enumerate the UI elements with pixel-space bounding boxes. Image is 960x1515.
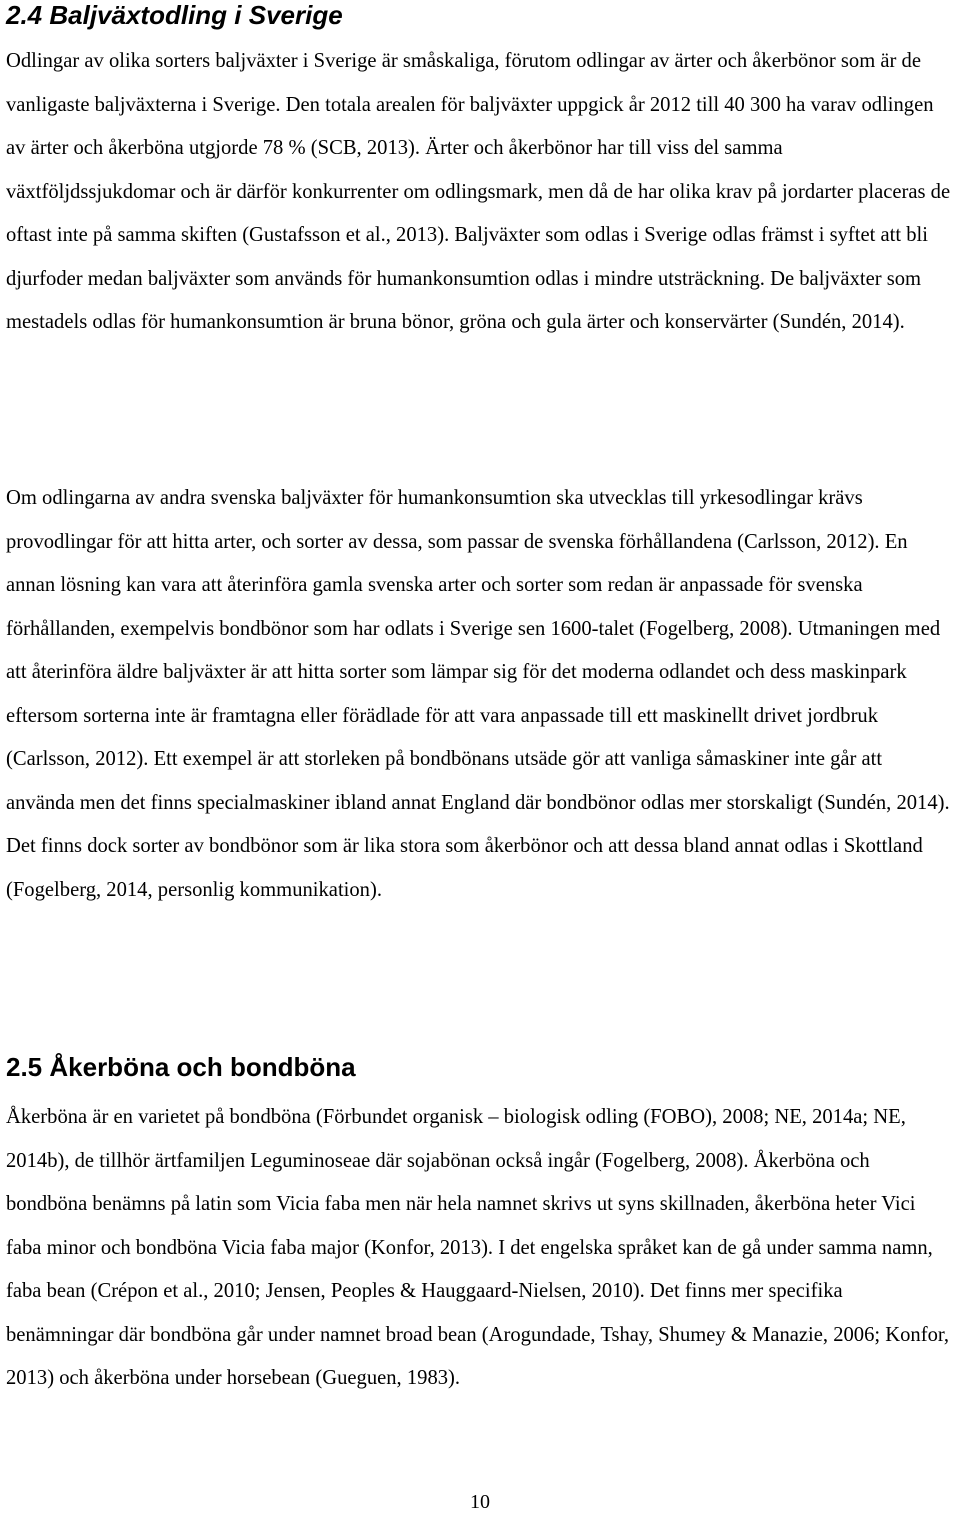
section-heading-2-4: 2.4 Baljväxtodling i Sverige	[6, 0, 343, 30]
section-heading-2-5: 2.5 Åkerböna och bondböna	[6, 1052, 356, 1082]
paragraph-cultivation-overview: Odlingar av olika sorters baljväxter i Sverige är småskaliga, förutom odlingar av ärter och åkerbönor som är de vanligaste baljväxterna i Sverige. Den totala arealen för baljväxter uppgick år 2012 till 40 300 ha varav odlingen av ärter och åkerböna utgjorde 78 % (SCB, 2013). Ärter och åkerbönor har till viss del samma växtföljdssjukdomar och är därför konkurrenter om odlingsmark, men då de har olika krav på jordarter placeras de oftast inte på samma skiften (Gustafsson et al., 2013). Baljväxter som odlas i Sverige odlas främst i syftet att bli djurfoder medan baljväxter som används för humankonsumtion odlas i mindre utsträckning. De baljväxter som mestadels odlas för humankonsumtion är bruna bönor, gröna och gula ärter och konservärter (Sundén, 2014).	[6, 50, 951, 333]
paragraph-faba-bean-varieties: Åkerböna är en varietet på bondböna (Förbundet organisk – biologisk odling (FOBO), 2008; NE, 2014a; NE, 2014b), de tillhör ärtfamiljen Leguminoseae där sojabönan också ingår (Fogelberg, 2008). Åkerböna och bondböna benämns på latin som Vicia faba men när hela namnet skrivs ut syns skillnaden, åkerböna heter Vici faba minor och bondböna Vicia faba major (Konfor, 2013). I det engelska språket kan de gå under samma namn, faba bean (Crépon et al., 2010; Jensen, Peoples & Hauggaard-Nielsen, 2010). Det finns mer specifika benämningar där bondböna går under namnet broad bean (Arogundade, Tshay, Shumey & Manazie, 2006; Konfor, 2013) och åkerböna under horsebean (Gueguen, 1983).	[6, 1106, 950, 1389]
page-number: 10	[470, 1491, 490, 1513]
paragraph-cultivation-development: Om odlingarna av andra svenska baljväxter för humankonsumtion ska utvecklas till yrkesodlingar krävs provodlingar för att hitta arter, och sorter av dessa, som passar de svenska förhållandena (Carlsson, 2012). En annan lösning kan vara att återinföra gamla svenska arter och sorter som redan är anpassade för svenska förhållanden, exempelvis bondbönor som har odlats i Sverige sen 1600-talet (Fogelberg, 2008). Utmaningen med att återinföra äldre baljväxter är att hitta sorter som lämpar sig för det moderna odlandet och dess maskinpark eftersom sorterna inte är framtagna eller förädlade för att vara anpassade till ett maskinellt drivet jordbruk (Carlsson, 2012). Ett exempel är att storleken på bondbönans utsäde gör att vanliga såmaskiner inte går att använda men det finns specialmaskiner ibland annat England där bondbönor odlas mer storskaligt (Sundén, 2014). Det finns dock sorter av bondbönor som är lika stora som åkerbönor och att dessa bland annat odlas i Skottland (Fogelberg, 2014, personlig kommunikation).	[6, 487, 950, 901]
